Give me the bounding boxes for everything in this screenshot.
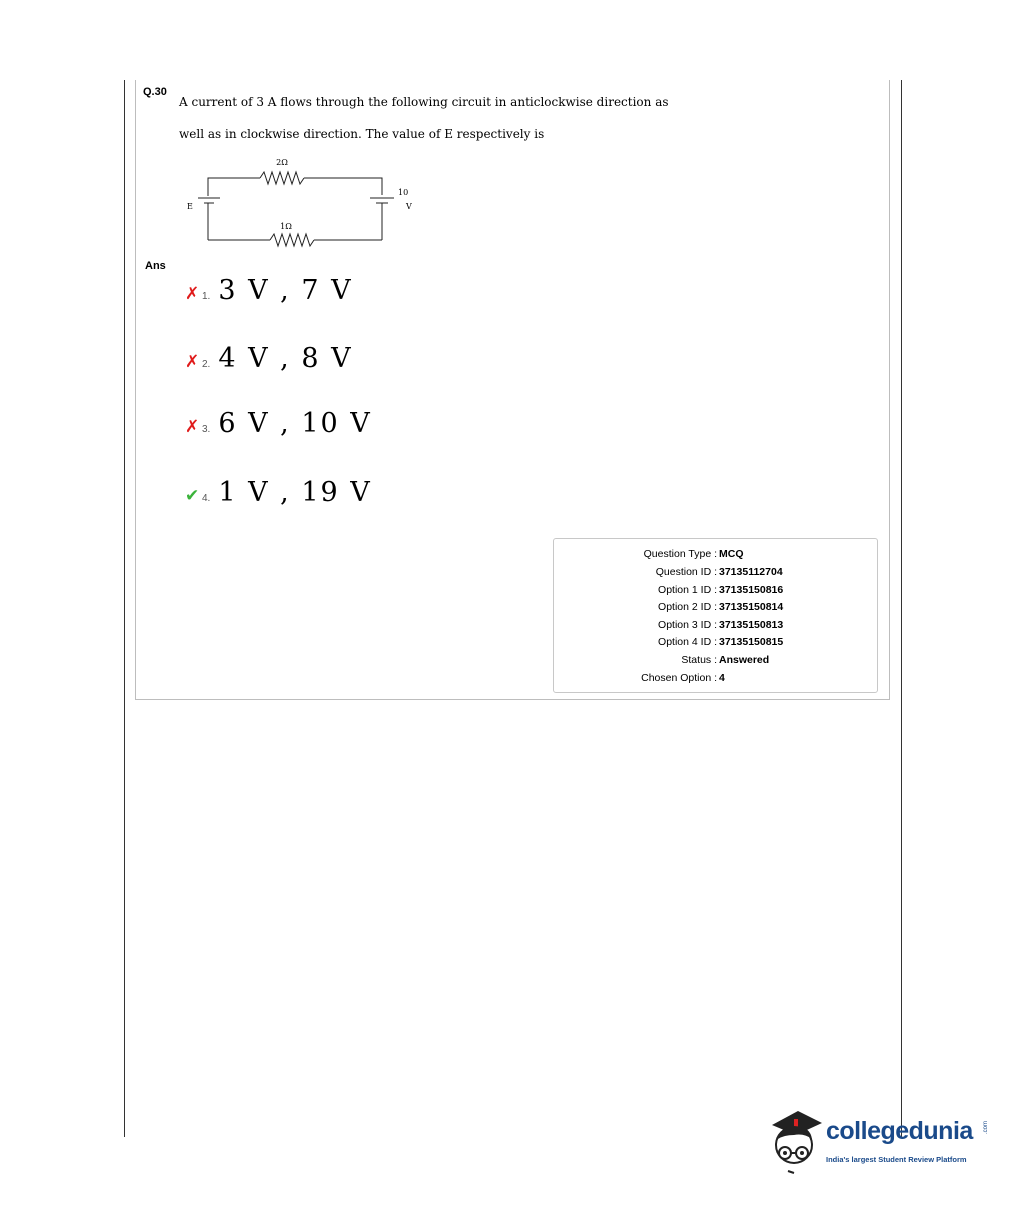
info-value: Answered <box>719 654 770 666</box>
option-number: 3. <box>202 424 211 435</box>
info-key: Option 2 ID : <box>658 601 717 613</box>
info-row-option-3-id <box>554 619 879 633</box>
info-row-status <box>554 654 879 668</box>
info-key: Question ID : <box>655 566 717 578</box>
bottom-resistor-zigzag <box>270 234 314 246</box>
option-number: 1. <box>202 291 211 302</box>
option-text: 3 V , 7 V <box>218 275 353 306</box>
logo-suffix: .com <box>983 1121 989 1135</box>
source-10v-unit: V <box>406 202 412 211</box>
option-text: 6 V , 10 V <box>218 408 372 439</box>
logo-wordmark: collegedunia <box>826 1117 973 1145</box>
info-key: Status : <box>681 654 717 666</box>
option-number: 2. <box>202 359 211 370</box>
info-key: Option 1 ID : <box>658 584 717 596</box>
option-4 <box>185 477 372 508</box>
info-value: MCQ <box>719 548 744 560</box>
top-resistor-label: 2Ω <box>276 158 288 167</box>
question-text-line-1: A current of 3 A flows through the following circuit in anticlockwise direction as <box>179 95 669 109</box>
option-text: 4 V , 8 V <box>218 343 353 374</box>
right-margin-rule <box>901 80 902 1137</box>
option-text: 1 V , 19 V <box>218 477 372 508</box>
question-number: Q.30 <box>143 86 167 98</box>
info-row-question-id <box>554 566 879 580</box>
left-margin-rule <box>124 80 125 1137</box>
question-info-panel <box>553 538 878 693</box>
info-value: 37135150813 <box>719 619 784 631</box>
info-row-chosen-option <box>554 672 879 686</box>
info-value: 37135150814 <box>719 601 784 613</box>
info-key: Option 4 ID : <box>658 636 717 648</box>
option-1 <box>185 275 353 306</box>
answer-label: Ans <box>145 260 166 272</box>
cross-icon: ✗ <box>185 417 200 436</box>
check-icon: ✔ <box>185 486 200 505</box>
info-row-option-1-id <box>554 584 879 598</box>
bottom-resistor-label: 1Ω <box>280 222 292 231</box>
info-row-option-4-id <box>554 636 879 650</box>
info-value: 37135150815 <box>719 636 784 648</box>
info-row-question-type <box>554 548 879 562</box>
info-value: 37135112704 <box>719 566 783 578</box>
question-text-line-2: well as in clockwise direction. The value of E respectively is <box>179 127 545 141</box>
cross-icon: ✗ <box>185 352 200 371</box>
collegedunia-logo <box>768 1103 993 1178</box>
top-resistor-zigzag <box>260 172 304 184</box>
info-value: 37135150816 <box>719 584 784 596</box>
logo-tagline: India's largest Student Review Platform <box>826 1155 967 1164</box>
cross-icon: ✗ <box>185 284 200 303</box>
option-number: 4. <box>202 493 211 504</box>
info-value: 4 <box>719 672 725 684</box>
source-10v-value: 10 <box>398 188 409 197</box>
source-e-label: E <box>187 202 193 211</box>
circuit-diagram <box>170 150 440 250</box>
option-2 <box>185 343 353 374</box>
option-3 <box>185 408 372 439</box>
info-row-option-2-id <box>554 601 879 615</box>
info-key: Option 3 ID : <box>658 619 717 631</box>
mascot-icon <box>768 1105 824 1175</box>
info-key: Question Type : <box>643 548 717 560</box>
info-key: Chosen Option : <box>641 672 717 684</box>
